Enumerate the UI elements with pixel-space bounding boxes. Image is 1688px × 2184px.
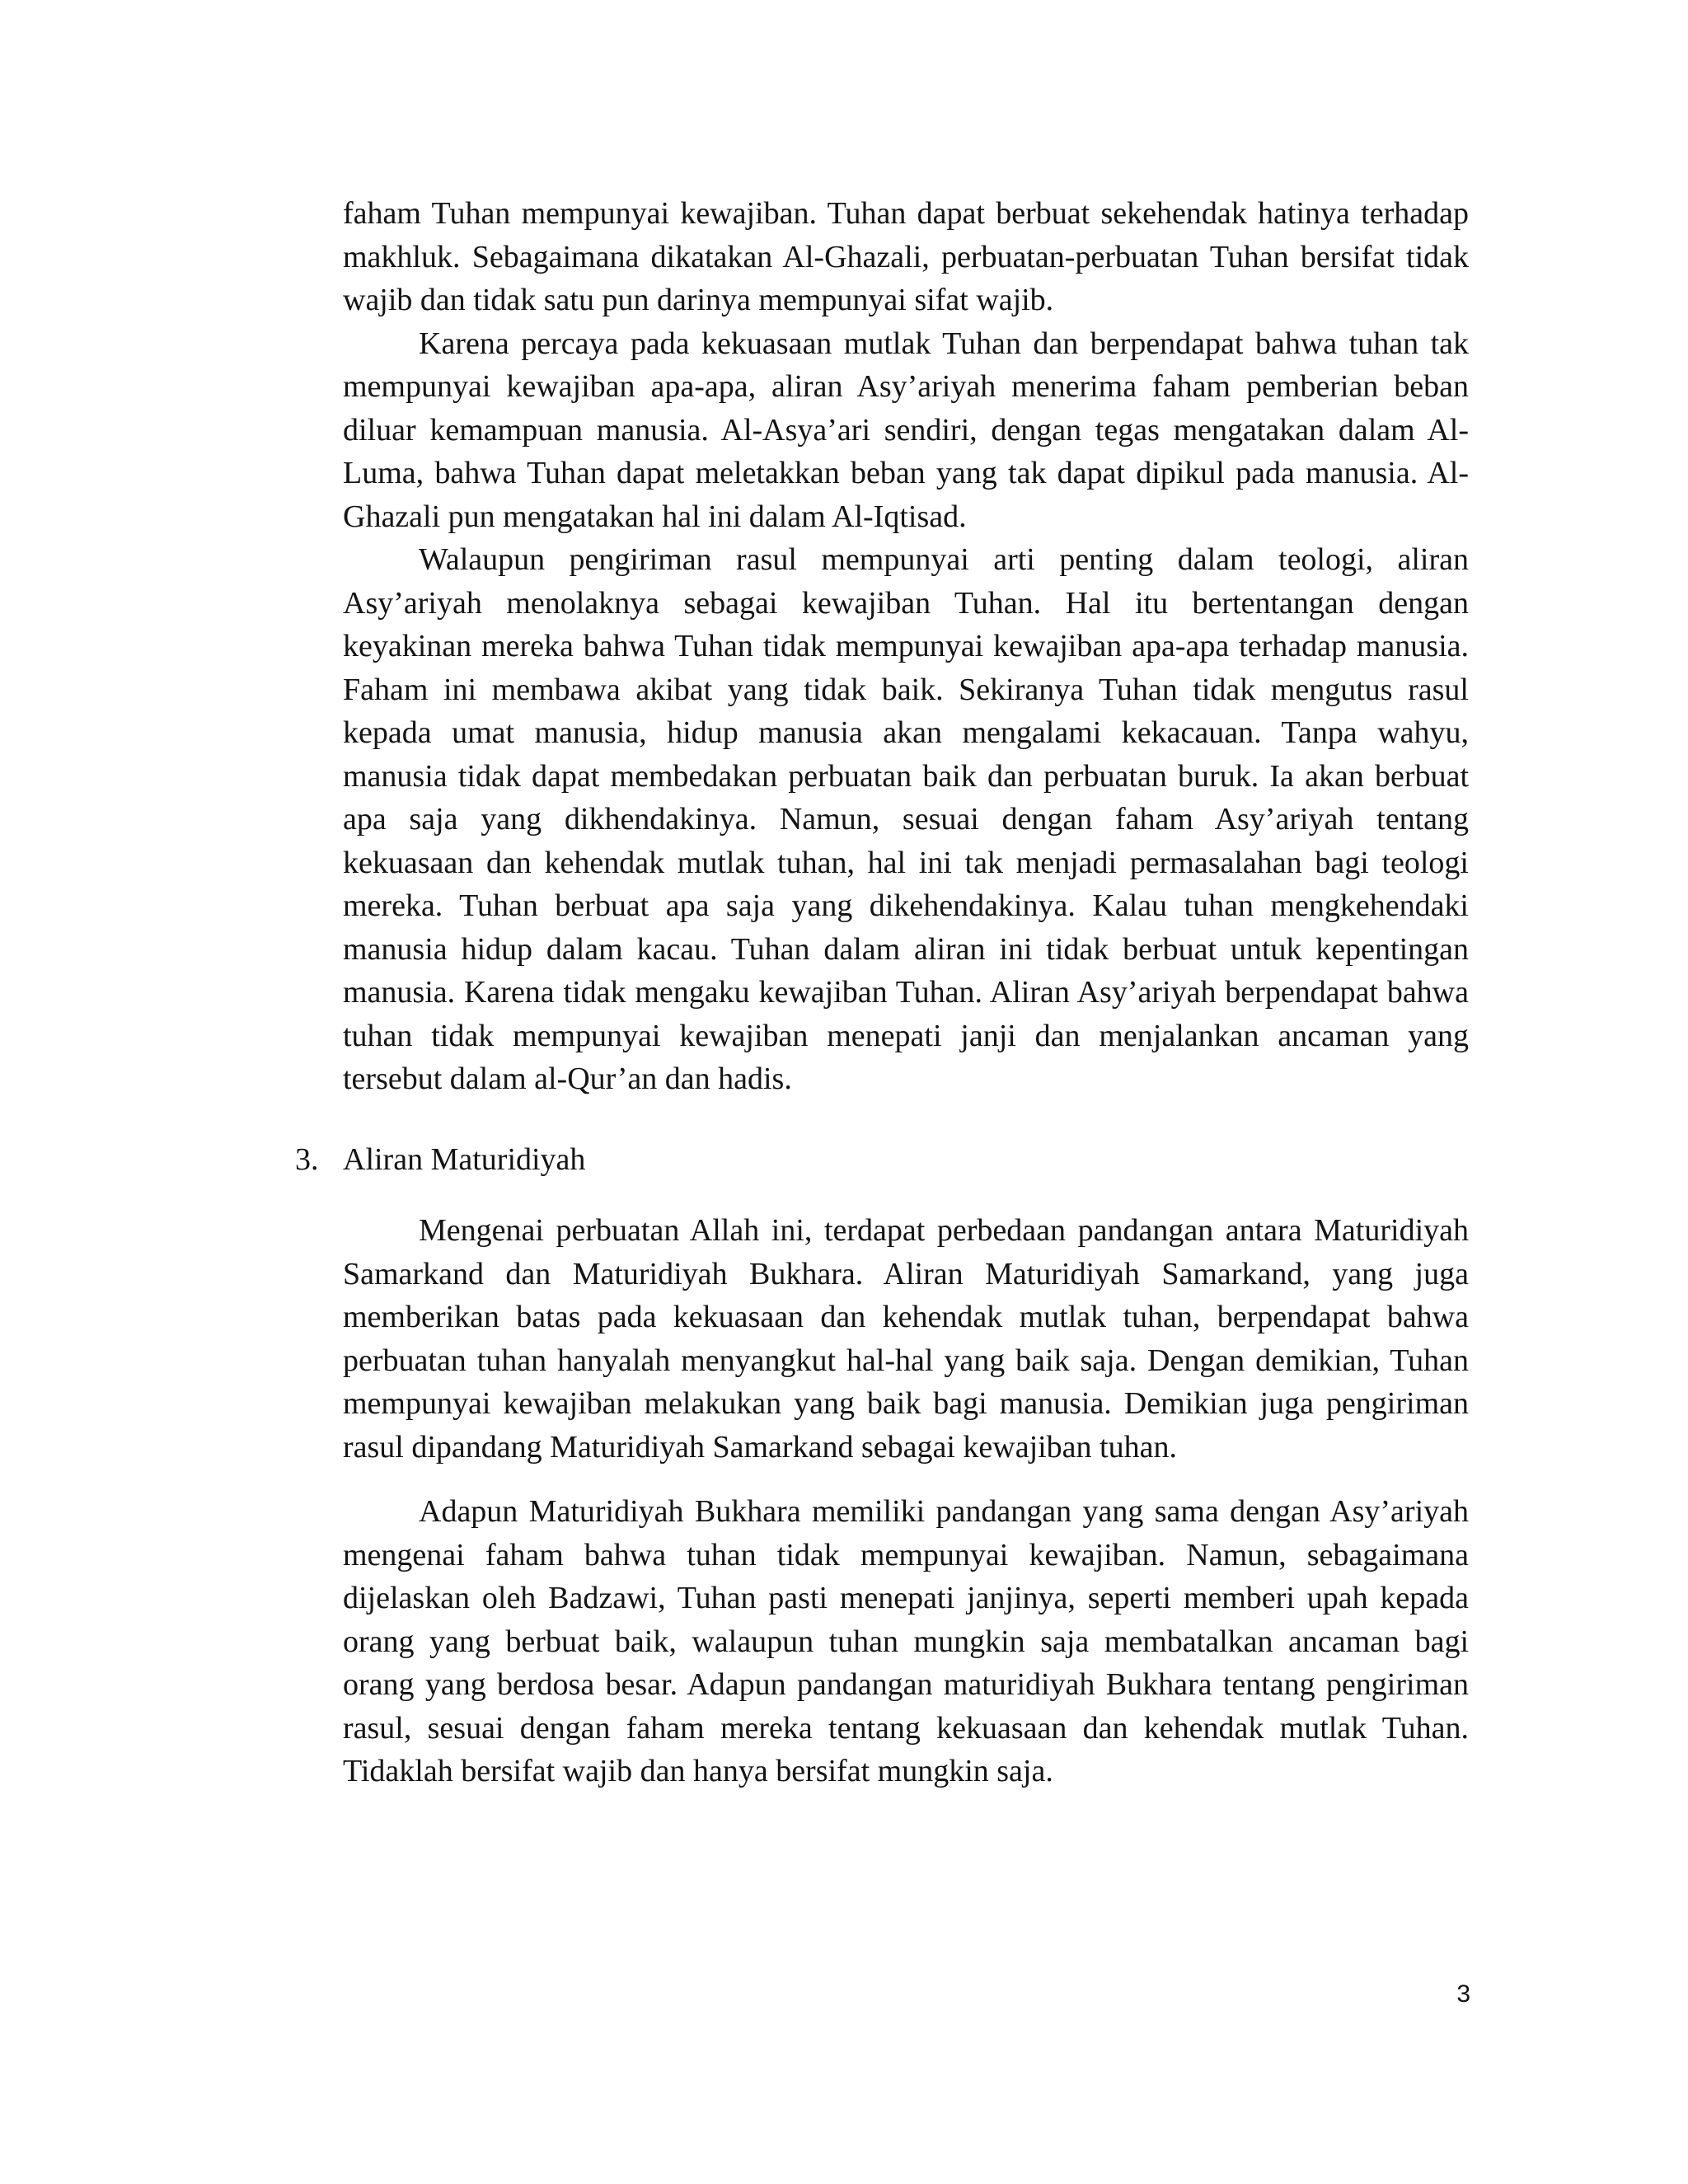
section-number: 3. [295, 1142, 319, 1177]
paragraph-maturidiyah-samarkand: Mengenai perbuatan Allah ini, terdapat perbedaan pandangan antara Maturidiyah Samarkand dan Maturidiyah Bukhara. Aliran Maturidiyah Samarkand, yang juga memberikan batas pada kekuasaan dan kehendak mutlak tuhan, berpendapat bahwa perbuatan tuhan hanyalah menyangkut hal-hal yang baik saja. Dengan demikian, Tuhan mempunyai kewajiban melakukan yang baik bagi manusia. Demikian juga pengiriman rasul dipandang Maturidiyah Samarkand sebagai kewajiban tuhan. [343, 1213, 1469, 1465]
paragraph-pengiriman-rasul: Walaupun pengiriman rasul mempunyai arti penting dalam teologi, aliran Asy’ariyah menolaknya sebagai kewajiban Tuhan. Hal itu bertentangan dengan keyakinan mereka bahwa Tuhan tidak mempunyai kewajiban apa-apa terhadap manusia. Faham ini membawa akibat yang tidak baik. Sekiranya Tuhan tidak mengutus rasul kepada umat manusia, hidup manusia akan mengalami kekacauan. Tanpa wahyu, manusia tidak dapat membedakan perbuatan baik dan perbuatan buruk. Ia akan berbuat apa saja yang dikhendakinya. Namun, sesuai dengan faham Asy’ariyah tentang kekuasaan dan kehendak mutlak tuhan, hal ini tak menjadi permasalahan bagi teologi mereka. Tuhan berbuat apa saja yang dikehendakinya. Kalau tuhan mengkehendaki manusia hidup dalam kacau. Tuhan dalam aliran ini tidak berbuat untuk kepentingan manusia. Karena tidak mengaku kewajiban Tuhan. Aliran Asy’ariyah berpendapat bahwa tuhan tidak mempunyai kewajiban menepati janji dan menjalankan ancaman yang tersebut dalam al-Qur’an dan hadis. [343, 542, 1469, 1096]
paragraph-maturidiyah-bukhara: Adapun Maturidiyah Bukhara memiliki pandangan yang sama dengan Asy’ariyah mengenai faham bahwa tuhan tidak mempunyai kewajiban. Namun, sebagaimana dijelaskan oleh Badzawi, Tuhan pasti menepati janjinya, seperti memberi upah kepada orang yang berbuat baik, walaupun tuhan mungkin saja membatalkan ancaman bagi orang yang berdosa besar. Adapun pandangan maturidiyah Bukhara tentang pengiriman rasul, sesuai dengan faham mereka tentang kekuasaan dan kehendak mutlak Tuhan. Tidaklah bersifat wajib dan hanya bersifat mungkin saja. [343, 1494, 1469, 1788]
paragraph-beban-manusia: Karena percaya pada kekuasaan mutlak Tuhan dan berpendapat bahwa tuhan tak mempunyai kewajiban apa-apa, aliran Asy’ariyah menerima faham pemberian beban diluar kemampuan manusia. Al-Asya’ari sendiri, dengan tegas mengatakan dalam Al-Luma, bahwa Tuhan dapat meletakkan beban yang tak dapat dipikul pada manusia. Al-Ghazali pun mengatakan hal ini dalam Al-Iqtisad. [343, 326, 1469, 534]
body-text-top [343, 192, 1469, 1101]
page-number: 3 [1456, 1980, 1470, 2008]
paragraph-spacer [343, 1469, 1469, 1490]
body-text-bottom [343, 1209, 1469, 1793]
paragraph-continued: faham Tuhan mempunyai kewajiban. Tuhan dapat berbuat sekehendak hatinya terhadap makhluk. Sebagaimana dikatakan Al-Ghazali, perbuatan-perbuatan Tuhan bersifat tidak wajib dan tidak satu pun darinya mempunyai sifat wajib. [343, 196, 1469, 317]
section-heading [295, 1138, 585, 1182]
section-title: Aliran Maturidiyah [343, 1142, 586, 1177]
